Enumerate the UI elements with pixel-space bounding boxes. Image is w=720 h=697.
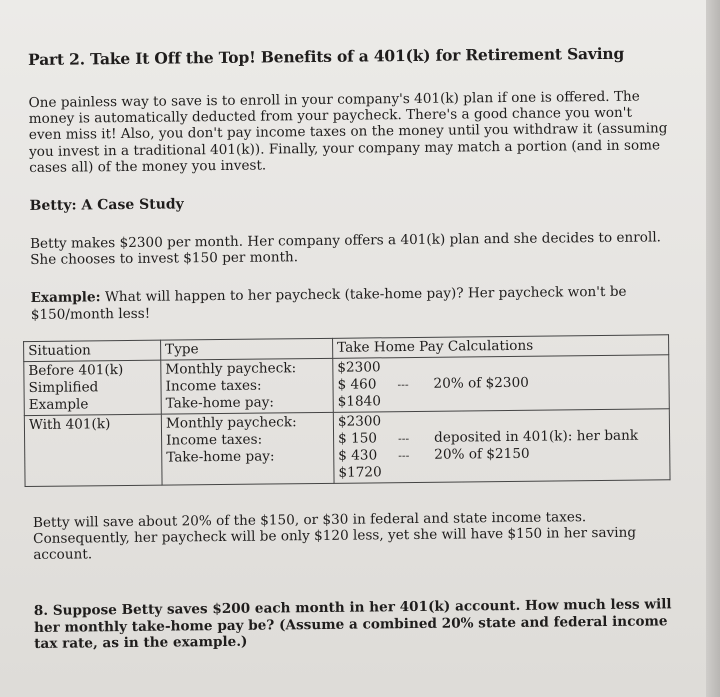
calc-cell-after — [333, 409, 670, 484]
situation-simplified: Simplified — [28, 379, 99, 396]
calc-dash: --- — [398, 448, 410, 462]
page-edge-shadow — [706, 0, 720, 697]
case-study-text: Betty makes $2300 per month. Her company offers a 401(k) plan and she decides to enroll. She chooses to invest $150 per month. — [29, 229, 662, 269]
header-situation: Situation — [24, 340, 161, 361]
table-row-before — [24, 355, 670, 416]
calc-note: deposited in 401(k): her bank — [433, 427, 639, 446]
conclusion-paragraph: Betty will save about 20% of the $150, or $30 in federal and state income taxes. Consequently, her paycheck will be only $120 less, yet she will have $150 in her saving account. — [32, 509, 637, 564]
situation-with-401k: With 401(k) — [28, 415, 111, 433]
calc-amount: $2300 — [337, 359, 381, 376]
type-cell-after — [161, 412, 334, 485]
calc-note: 20% of $2150 — [434, 445, 530, 463]
calc-amount: $ 430 — [338, 447, 378, 464]
question-8: 8. Suppose Betty saves $200 each month in her 401(k) account. How much less will her monthly take-home pay be? (Assume a combined 20% state and federal income tax rate, as in the example.) — [33, 596, 672, 652]
paycheck-table — [23, 334, 670, 487]
intro-paragraph: One painless way to save is to enroll in your company's 401(k) plan if one is offered. The money is automatically deducted from your paycheck. There's a good chance you won't even miss it! Also, you don't pay income taxes on the money until you withdraw it (assuming you invest in a traditional 401(k)). Finally, your company may match a portion (and in some cases all) of the money you invest. — [28, 88, 668, 176]
calc-cell-before — [333, 355, 670, 413]
situation-cell-after — [24, 414, 162, 486]
calc-row — [338, 461, 665, 481]
header-type: Type — [161, 338, 333, 360]
calc-amount: $ 460 — [337, 376, 377, 393]
example-text: What will happen to her paycheck (take-home pay)? Her paycheck won't be $150/month less! — [30, 284, 627, 323]
type-income-taxes: Income taxes: — [165, 377, 262, 395]
case-study-title: Betty: A Case Study — [29, 196, 184, 215]
worksheet-content — [28, 43, 674, 652]
type-monthly-paycheck: Monthly paycheck: — [165, 414, 297, 432]
calc-dash: --- — [397, 377, 409, 391]
type-take-home-pay: Take-home pay: — [165, 394, 275, 412]
type-monthly-paycheck: Monthly paycheck: — [165, 360, 297, 378]
calc-note: 20% of $2300 — [433, 374, 529, 392]
situation-example: Example — [28, 396, 89, 413]
type-take-home-pay: Take-home pay: — [166, 448, 275, 466]
calc-amount: $1720 — [338, 464, 382, 481]
part-title: Part 2. Take It Off the Top! Benefits of a 401(k) for Retirement Saving — [28, 43, 625, 69]
calc-amount: $1840 — [337, 393, 382, 410]
example-label: Example: — [30, 289, 101, 307]
example-paragraph — [31, 284, 671, 323]
calc-dash: --- — [398, 431, 410, 445]
calc-amount: $ 150 — [338, 430, 378, 447]
header-calculations: Take Home Pay Calculations — [333, 335, 669, 359]
situation-cell-before — [24, 360, 162, 415]
calc-amount: $2300 — [337, 413, 382, 430]
table-row-after — [24, 409, 670, 487]
calc-row — [338, 390, 665, 410]
type-income-taxes: Income taxes: — [166, 431, 263, 449]
type-cell-before — [161, 358, 334, 414]
situation-before: Before 401(k) — [28, 361, 124, 379]
calc-row — [338, 427, 665, 447]
